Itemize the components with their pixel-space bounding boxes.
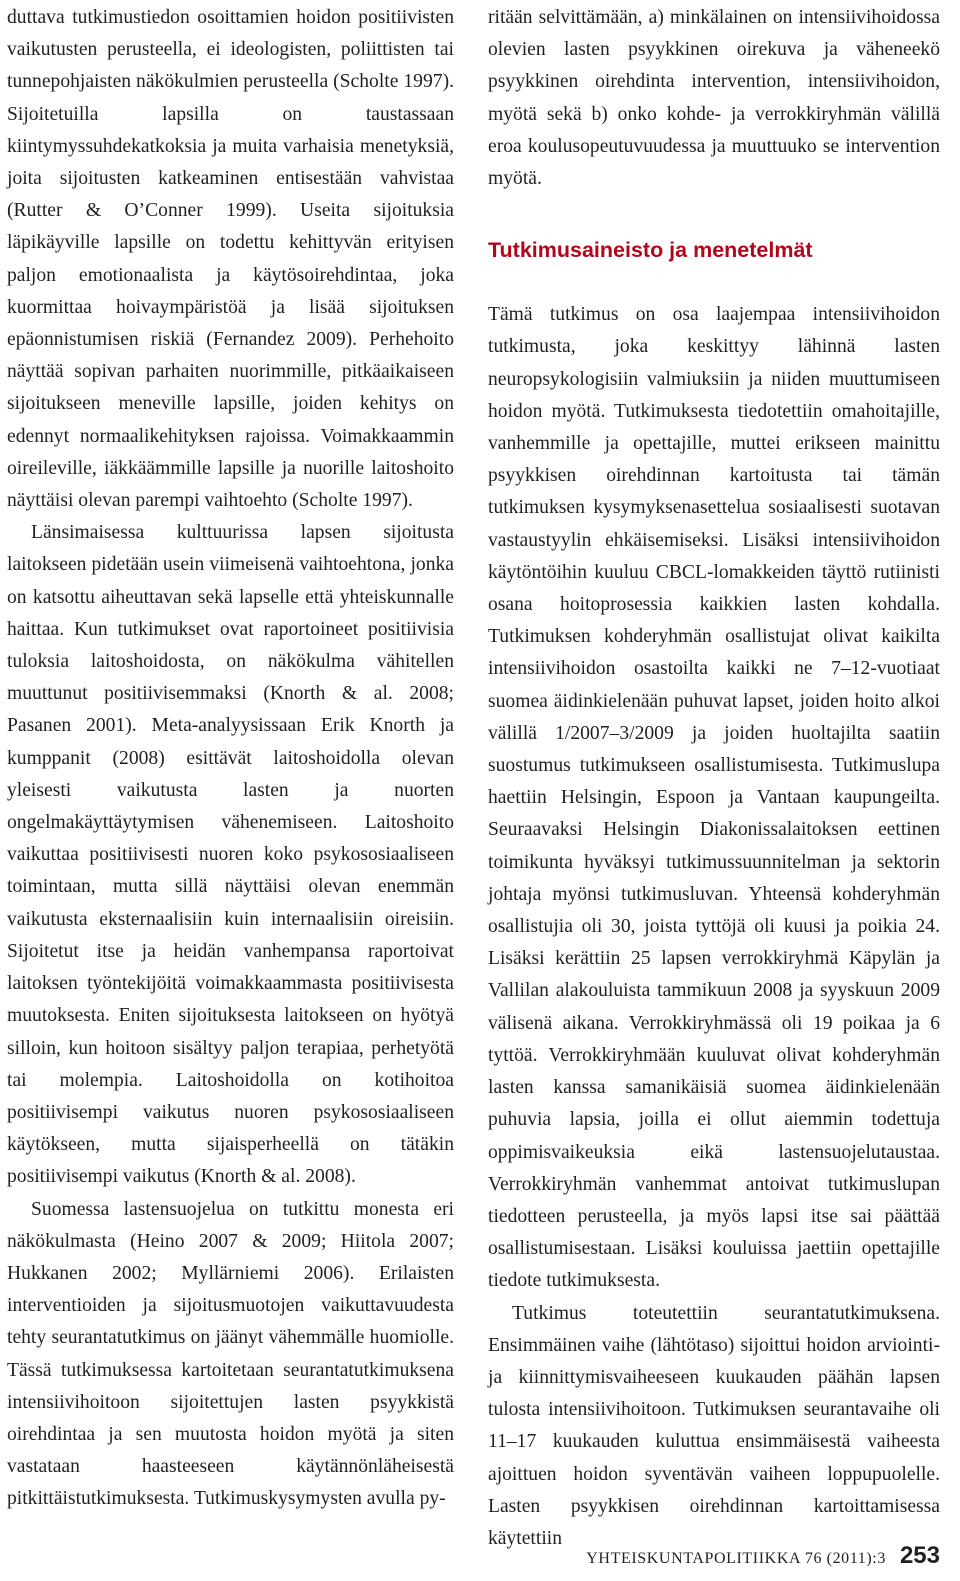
page-footer (586, 1542, 940, 1570)
body-paragraph: Suomessa lastensuojelua on tutkittu monesta eri näkökulmasta (Heino 2007 & 2009; Hiitola 2007; Hukkanen 2002; Myllärniemi 2006). Erilaisten interventioiden ja sijoitusmuotojen vaikuttavuudesta tehty seurantatutkimus on jäänyt vähemmälle huomiolle. Tässä tutkimuksessa kartoitetaan seurantatutkimuksena intensiivihoitoon sijoitettujen lasten psyykkistä oirehdintaa ja sen muutosta hoidon myötä ja siten vastataan haasteeseen käytännönläheisestä pitkittäistutkimuksesta. Tutkimuskysymysten avulla py- (7, 1198, 454, 1510)
page-number: 253 (899, 1542, 940, 1569)
section-heading: Tutkimusaineisto ja menetelmät (488, 238, 813, 263)
body-paragraph: Tutkimus toteutettiin seurantatutkimuksena. Ensimmäinen vaihe (lähtötaso) sijoittui hoidon arviointi- ja kiinnittymisvaiheeseen kuukauden päähän lapsen tulosta intensiivihoitoon. Tutkimuksen seurantavaihe oli 11–17 kuukauden kuluttua ensimmäisestä vaiheesta ajoittuen hoidon syventävän vaiheen loppupuolelle. Lasten psyykkisen oirehdinnan kartoittamisessa käytettiin (488, 1302, 940, 1549)
left-column (7, 0, 454, 1516)
body-paragraph: duttava tutkimustiedon osoittamien hoidon positiivisten vaikutusten perusteella, ei ideologisten, poliittisten tai tunnepohjaisten näkökulmien perusteella (Scholte 1997). Sijoitetuilla lapsilla on taustassaan kiintymyssuhdekatkoksia ja muita varhaisia menetyksiä, joita sijoitusten katkeaminen entisestään vahvistaa (Rutter & O’Conner 1999). Useita sijoituksia läpikäyville lapsille on todettu kehittyvän erityisen paljon emotionaalista ja käytösoirehdintaa, joka kuormittaa hoivaympäristöä ja lisää sijoituksen epäonnistumisen riskiä (Fernandez 2009). Perhehoito näyttää sopivan parhaiten nuorimmille, pitkäaikaiseen sijoitukseen meneville lapsille, joiden kehitys on edennyt normaalikehityksen rajoissa. Voimakkaammin oireileville, iäkkäämmille lapsille ja nuorille laitoshoito näyttäisi olevan parempi vaihtoehto (Scholte 1997). (7, 7, 454, 512)
journal-citation: YHTEISKUNTAPOLITIIKKA 76 (2011):3 (586, 1550, 886, 1567)
right-column (488, 0, 940, 1555)
body-paragraph: Tämä tutkimus on osa laajempaa intensiivihoidon tutkimusta, joka keskittyy lähinnä lasten neuropsykologisiin valmiuksiin ja niiden muuttumiseen hoidon myötä. Tutkimuksesta tiedotettiin omahoitajille, vanhemmille ja opettajille, muttei erikseen mainittu psyykkisen oirehdinnan kartoitusta tai tämän tutkimuksen kysymyksenasettelua sosiaalisesti suotavan vastaustyylin ehkäisemiseksi. Lisäksi intensiivihoidon käytöntöihin kuuluu CBCL-lomakkeiden täyttö rutiinisti osana hoitoprosessia kaikkien lasten kohdalla. Tutkimuksen kohderyhmän osallistujat olivat kaikilta intensiivihoidon osastoilta kaikki ne 7–12-vuotiaat suomea äidinkielenään puhuvat lapset, joiden hoito alkoi välillä 1/2007–3/2009 ja joiden huoltajilta saatiin suostumus tutkimukseen osallistumisesta. Tutkimuslupa haettiin Helsingin, Espoon ja Vantaan kaupungeilta. Seuraavaksi Helsingin Diakonissalaitoksen eettinen toimikunta hyväksyi tutkimussuunnitelman ja sektorin johtaja myönsi tutkimusluvan. Yhteensä kohderyhmän osallistujia oli 30, joista tyttöjä oli kuusi ja poikia 24. Lisäksi kerättiin 25 lapsen verrokkiryhmä Käpylän ja Vallilan alakouluista tammikuun 2008 ja syyskuun 2009 välisenä aikana. Verrokkiryhmässä oli 19 poikaa ja 6 tyttöä. Verrokkiryhmään kuuluvat olivat kohderyhmän lasten kanssa samanikäisiä suomea äidinkielenään puhuvia lapsia, joilla ei ollut aiemmin todettuja oppimisvaikeuksia eikä lastensuojelutaustaa. Verrokkiryhmän vanhemmat antoivat tutkimuslupan tiedotteen perusteella, ja myös lapsi itse sai päättää osallistumisestaan. Lisäksi kouluissa jaettiin opettajille tiedote tutkimuksesta. (488, 304, 940, 1292)
body-paragraph: ritään selvittämään, a) minkälainen on intensiivihoidossa olevien lasten psyykkinen oirekuva ja väheneekö psyykkinen oirehdinta intervention, intensiivihoidon, myötä sekä b) onko kohde- ja verrokkiryhmän välillä eroa koulusopeutuvuudessa ja muuttuuko se intervention myötä. (488, 7, 940, 190)
body-paragraph: Länsimaisessa kulttuurissa lapsen sijoitusta laitokseen pidetään usein viimeisenä vaihtoehtona, jonka on katsottu aiheuttavan sekä lapselle että yhteiskunnalle haittaa. Kun tutkimukset ovat raportoineet positiivisia tuloksia laitoshoidosta, on näkökulma vähitellen muuttunut positiivisemmaksi (Knorth & al. 2008; Pasanen 2001). Meta-analyysissaan Erik Knorth ja kumppanit (2008) esittävät laitoshoidolla olevan yleisesti vaikutusta lasten ja nuorten ongelmakäyttäytymisen vähenemiseen. Laitoshoito vaikuttaa positiivisesti nuoren koko psykososiaaliseen toimintaan, mutta sillä näyttäisi olevan enemmän vaikutusta eksternaalisiin kuin internaalisiin oireisiin. Sijoitetut itse ja heidän vanhempansa raportoivat laitoksen työntekijöitä voimakkaammasta positiivisesta muutoksesta. Eniten sijoituksesta laitokseen on hyötyä silloin, kun hoitoon sisältyy paljon terapiaa, perhetyötä tai molempia. Laitoshoidolla on kotihoitoa positiivisempi vaikutus nuoren psykososiaaliseen käytökseen, mutta sijaisperheellä on tätäkin positiivisempi vaikutus (Knorth & al. 2008). (7, 522, 454, 1188)
